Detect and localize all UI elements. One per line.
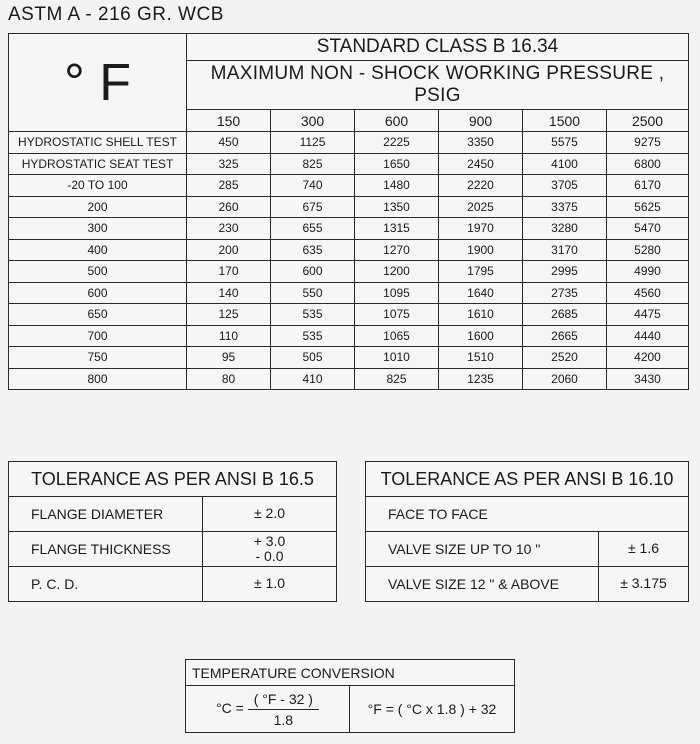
tolerance-value: ± 1.6: [599, 532, 689, 567]
pressure-cell: 1480: [355, 175, 439, 197]
tolerance-label: P. C. D.: [9, 567, 203, 602]
pressure-cell: 535: [271, 325, 355, 347]
table-row: [9, 196, 689, 218]
pressure-cell: 1640: [439, 282, 523, 304]
class-header: 900: [439, 110, 523, 132]
table-row: [9, 132, 689, 154]
celsius-formula: [186, 686, 350, 733]
pressure-cell: 80: [187, 368, 271, 390]
pressure-cell: 230: [187, 218, 271, 240]
pressure-cell: 5625: [607, 196, 689, 218]
pressure-cell: 4100: [523, 153, 607, 175]
pressure-cell: 325: [187, 153, 271, 175]
table-row: [9, 175, 689, 197]
row-label: 700: [9, 325, 187, 347]
table-row: [9, 325, 689, 347]
tolerance-value: ± 3.175: [599, 567, 689, 602]
pressure-cell: 2995: [523, 261, 607, 283]
tolerance-b165-title: TOLERANCE AS PER ANSI B 16.5: [9, 462, 337, 497]
pressure-cell: 2025: [439, 196, 523, 218]
tolerance-label: FLANGE DIAMETER: [9, 497, 203, 532]
table-row: [9, 218, 689, 240]
pressure-cell: 1350: [355, 196, 439, 218]
tolerance-label: VALVE SIZE UP TO 10 ": [366, 532, 599, 567]
pressure-cell: 1600: [439, 325, 523, 347]
row-label: 500: [9, 261, 187, 283]
pressure-cell: 2735: [523, 282, 607, 304]
class-header: 150: [187, 110, 271, 132]
pressure-cell: 285: [187, 175, 271, 197]
pressure-cell: 410: [271, 368, 355, 390]
pressure-cell: 1900: [439, 239, 523, 261]
pressure-cell: 1795: [439, 261, 523, 283]
tolerance-label: VALVE SIZE 12 " & ABOVE: [366, 567, 599, 602]
pressure-cell: 6170: [607, 175, 689, 197]
pressure-table: [8, 33, 689, 390]
class-header: 2500: [607, 110, 689, 132]
pressure-cell: 2520: [523, 347, 607, 369]
pressure-cell: 1650: [355, 153, 439, 175]
fahrenheit-formula: °F = ( °C x 1.8 ) + 32: [350, 686, 515, 733]
pressure-cell: 740: [271, 175, 355, 197]
pressure-cell: 505: [271, 347, 355, 369]
pressure-cell: 2450: [439, 153, 523, 175]
pressure-cell: 5470: [607, 218, 689, 240]
pressure-cell: 110: [187, 325, 271, 347]
row-label: 650: [9, 304, 187, 326]
pressure-cell: 260: [187, 196, 271, 218]
pressure-cell: 1200: [355, 261, 439, 283]
pressure-cell: 3280: [523, 218, 607, 240]
pressure-cell: 4200: [607, 347, 689, 369]
pressure-cell: 1075: [355, 304, 439, 326]
celsius-fraction: [248, 691, 319, 728]
celsius-numerator: ( °F - 32 ): [248, 691, 319, 710]
row-label: 200: [9, 196, 187, 218]
pressure-cell: 4475: [607, 304, 689, 326]
pressure-cell: 2225: [355, 132, 439, 154]
celsius-prefix: °C =: [216, 699, 244, 716]
row-label: 750: [9, 347, 187, 369]
pressure-cell: 2220: [439, 175, 523, 197]
pressure-cell: 1125: [271, 132, 355, 154]
pressure-cell: 3705: [523, 175, 607, 197]
pressure-cell: 5280: [607, 239, 689, 261]
table-row: [9, 368, 689, 390]
pressure-cell: 1970: [439, 218, 523, 240]
pressure-cell: 125: [187, 304, 271, 326]
class-header: 600: [355, 110, 439, 132]
tolerance-label: FLANGE THICKNESS: [9, 532, 203, 567]
table-row: [9, 153, 689, 175]
pressure-cell: 1610: [439, 304, 523, 326]
pressure-cell: 2685: [523, 304, 607, 326]
pressure-cell: 4560: [607, 282, 689, 304]
pressure-cell: 1510: [439, 347, 523, 369]
row-label: -20 TO 100: [9, 175, 187, 197]
pressure-cell: 2665: [523, 325, 607, 347]
tolerance-value-minus: - 0.0: [255, 548, 284, 564]
tolerance-b165-table: [8, 461, 337, 602]
class-header: 300: [271, 110, 355, 132]
class-header: 1500: [523, 110, 607, 132]
pressure-cell: 1095: [355, 282, 439, 304]
pressure-cell: 635: [271, 239, 355, 261]
tolerance-value: ± 2.0: [203, 497, 337, 532]
pressure-cell: 200: [187, 239, 271, 261]
pressure-cell: 600: [271, 261, 355, 283]
standard-class-header: STANDARD CLASS B 16.34: [187, 34, 689, 61]
pressure-cell: 3430: [607, 368, 689, 390]
page-title: ASTM A - 216 GR. WCB: [8, 4, 224, 25]
pressure-cell: 655: [271, 218, 355, 240]
pressure-cell: 535: [271, 304, 355, 326]
pressure-cell: 675: [271, 196, 355, 218]
tolerance-value: ± 1.0: [203, 567, 337, 602]
pressure-cell: 9275: [607, 132, 689, 154]
pressure-cell: 1235: [439, 368, 523, 390]
pressure-cell: 825: [271, 153, 355, 175]
pressure-cell: 4440: [607, 325, 689, 347]
row-label: HYDROSTATIC SEAT TEST: [9, 153, 187, 175]
tolerance-b1610-title: TOLERANCE AS PER ANSI B 16.10: [366, 462, 689, 497]
pressure-cell: 4990: [607, 261, 689, 283]
table-row: [9, 304, 689, 326]
face-to-face-label: FACE TO FACE: [366, 497, 689, 532]
pressure-cell: 3375: [523, 196, 607, 218]
row-label: 400: [9, 239, 187, 261]
pressure-cell: 2060: [523, 368, 607, 390]
pressure-header: MAXIMUM NON - SHOCK WORKING PRESSURE , PSIG: [187, 61, 689, 110]
table-row: [9, 282, 689, 304]
pressure-cell: 3170: [523, 239, 607, 261]
pressure-cell: 6800: [607, 153, 689, 175]
pressure-cell: 825: [355, 368, 439, 390]
pressure-cell: 95: [187, 347, 271, 369]
row-label: 300: [9, 218, 187, 240]
table-row: [9, 261, 689, 283]
table-row: [9, 239, 689, 261]
pressure-cell: 170: [187, 261, 271, 283]
pressure-cell: 1315: [355, 218, 439, 240]
pressure-cell: 5575: [523, 132, 607, 154]
table-row: [9, 347, 689, 369]
pressure-cell: 550: [271, 282, 355, 304]
fahrenheit-symbol: ° F: [9, 34, 187, 132]
pressure-cell: 1010: [355, 347, 439, 369]
pressure-cell: 1270: [355, 239, 439, 261]
row-label: 800: [9, 368, 187, 390]
tolerance-b1610-table: [365, 461, 689, 602]
tolerance-value-plus: + 3.0: [253, 532, 286, 549]
row-label: 600: [9, 282, 187, 304]
pressure-cell: 3350: [439, 132, 523, 154]
celsius-denominator: 1.8: [273, 711, 294, 728]
temperature-conversion-title: TEMPERATURE CONVERSION: [186, 660, 515, 686]
pressure-cell: 140: [187, 282, 271, 304]
temperature-conversion-table: [185, 659, 515, 733]
row-label: HYDROSTATIC SHELL TEST: [9, 132, 187, 154]
pressure-cell: 1065: [355, 325, 439, 347]
tolerance-value: [203, 532, 337, 567]
pressure-cell: 450: [187, 132, 271, 154]
